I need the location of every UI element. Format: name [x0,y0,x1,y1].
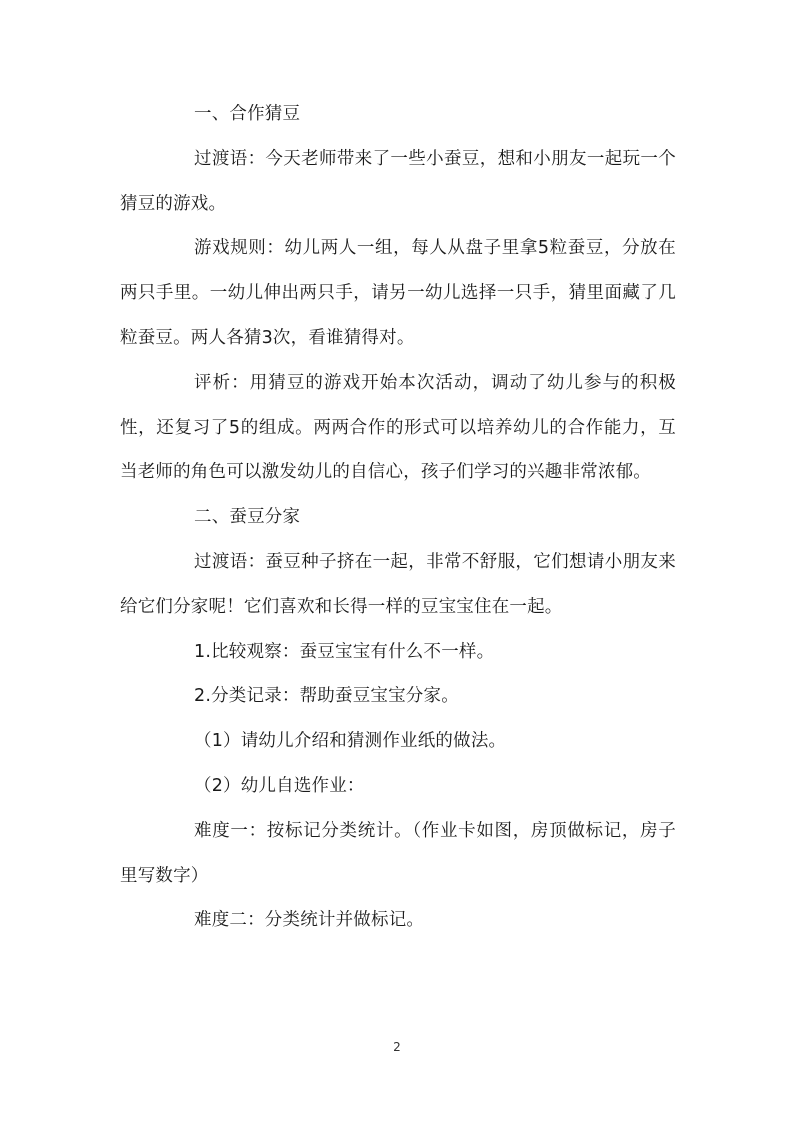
page-number: 2 [393,1040,401,1054]
sub-item-1: （1）请幼儿介绍和猜测作业纸的做法。 [194,731,507,752]
paragraph-transition-2: 过渡语：蚕豆种子挤在一起，非常不舒服，它们想请小朋友来给它们分家呢！它们喜欢和长得一样的豆宝宝住在一起。 [120,551,676,617]
list-item-1: 1.比较观察：蚕豆宝宝有什么不一样。 [194,641,495,662]
paragraph-game-rules: 游戏规则：幼儿两人一组，每人从盘子里拿5粒蚕豆，分放在两只手里。一幼儿伸出两只手，请另一幼儿选择一只手，猜里面藏了几粒蚕豆。两人各猜3次，看谁猜得对。 [120,238,676,348]
paragraph-transition-1: 过渡语：今天老师带来了一些小蚕豆，想和小朋友一起玩一个猜豆的游戏。 [120,148,676,214]
section-heading-2: 二、蚕豆分家 [194,507,301,528]
difficulty-one: 难度一：按标记分类统计。（作业卡如图，房顶做标记，房子里写数字） [120,820,676,886]
section-heading-1: 一、合作猜豆 [194,104,301,124]
list-item-2: 2.分类记录：帮助蚕豆宝宝分家。 [194,686,459,707]
paragraph-evaluation: 评析：用猜豆的游戏开始本次活动，调动了幼儿参与的积极性，还复习了5的组成。两两合作的形式可以培养幼儿的合作能力，互当老师的角色可以激发幼儿的自信心，孩子们学习的兴趣非常浓郁。 [120,372,676,483]
sub-item-2: （2）幼儿自选作业： [194,775,365,796]
difficulty-two: 难度二：分类统计并做标记。 [194,910,425,931]
